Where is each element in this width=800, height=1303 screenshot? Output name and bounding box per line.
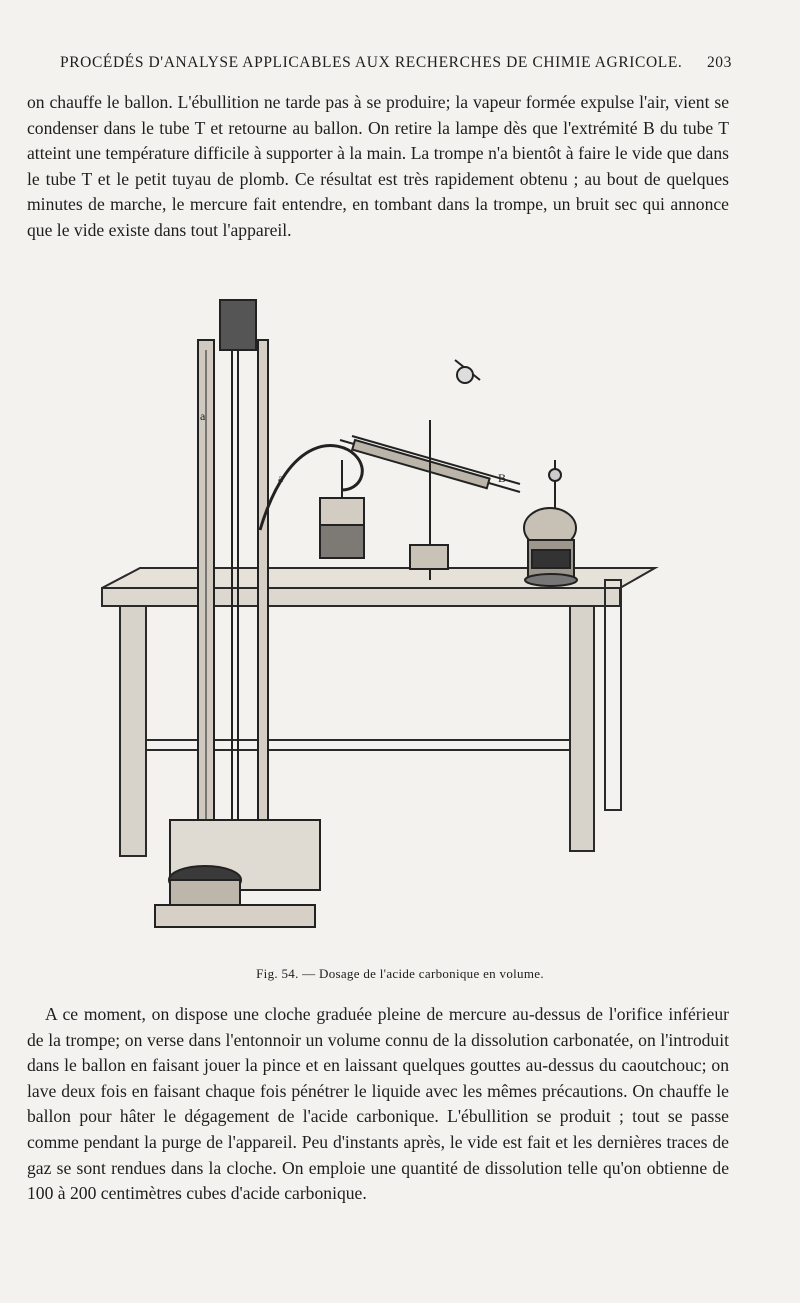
page-number: 203 <box>706 54 732 71</box>
running-title: PROCÉDÉS D'ANALYSE APPLICABLES AUX RECHERCHES DE CHIMIE AGRICOLE. <box>60 54 683 71</box>
figure-caption: Fig. 54. — Dosage de l'acide carbonique en volume. <box>256 966 544 981</box>
flask-and-lamp <box>524 460 577 586</box>
label-B: B <box>498 471 507 485</box>
condenser-tube-T <box>340 360 520 580</box>
table <box>102 568 655 856</box>
apparatus-drawing <box>100 280 700 980</box>
label-a: a <box>200 409 206 423</box>
paragraph-bottom: A ce moment, on dispose une cloche graduée pleine de mercure au-dessus de l'orifice inférieur de la trompe; on verse dans l'entonnoir un volume connu de la dissolution carbonatée, on l'introduit dans le ballon en faisant jouer la pince et en laissant quelques gouttes au-dessus du caoutchouc; on lave deux fois en faisant chaque fois pénétrer le liquide avec les mêmes précautions. On chauffe le ballon pour hâter le dégagement de l'acide carbonique. L'ébullition se produit ; tout se passe comme pendant la purge de l'appareil. Peu d'instants après, le vide est fait et les dernières traces de gaz se sont rendues dans la cloche. On emploie une quantité de dissolution telle qu'on obtienne de 100 à 200 centimètres cubes d'acide carbonique. <box>27 1004 729 1204</box>
mercury-pump-stand <box>155 300 320 927</box>
running-header <box>60 54 732 72</box>
water-beaker <box>320 460 364 558</box>
label-a-prime: a' <box>278 471 286 485</box>
figure-54-illustration <box>100 280 700 980</box>
paragraph-top: on chauffe le ballon. L'ébullition ne tarde pas à se produire; la vapeur formée expulse l'air, vient se condenser dans le tube T et retourne au ballon. On retire la lampe dès que l'extrémité B du tube T atteint une température difficile à supporter à la main. La trompe n'a bientôt à faire le vide que dans le tube T et le petit tuyau de plomb. Ce résultat est très rapidement obtenu ; au bout de quelques minutes de marche, le mercure fait entendre, en tombant dans la trompe, un bruit sec qui annonce que le vide existe dans tout l'appareil. <box>27 92 729 240</box>
